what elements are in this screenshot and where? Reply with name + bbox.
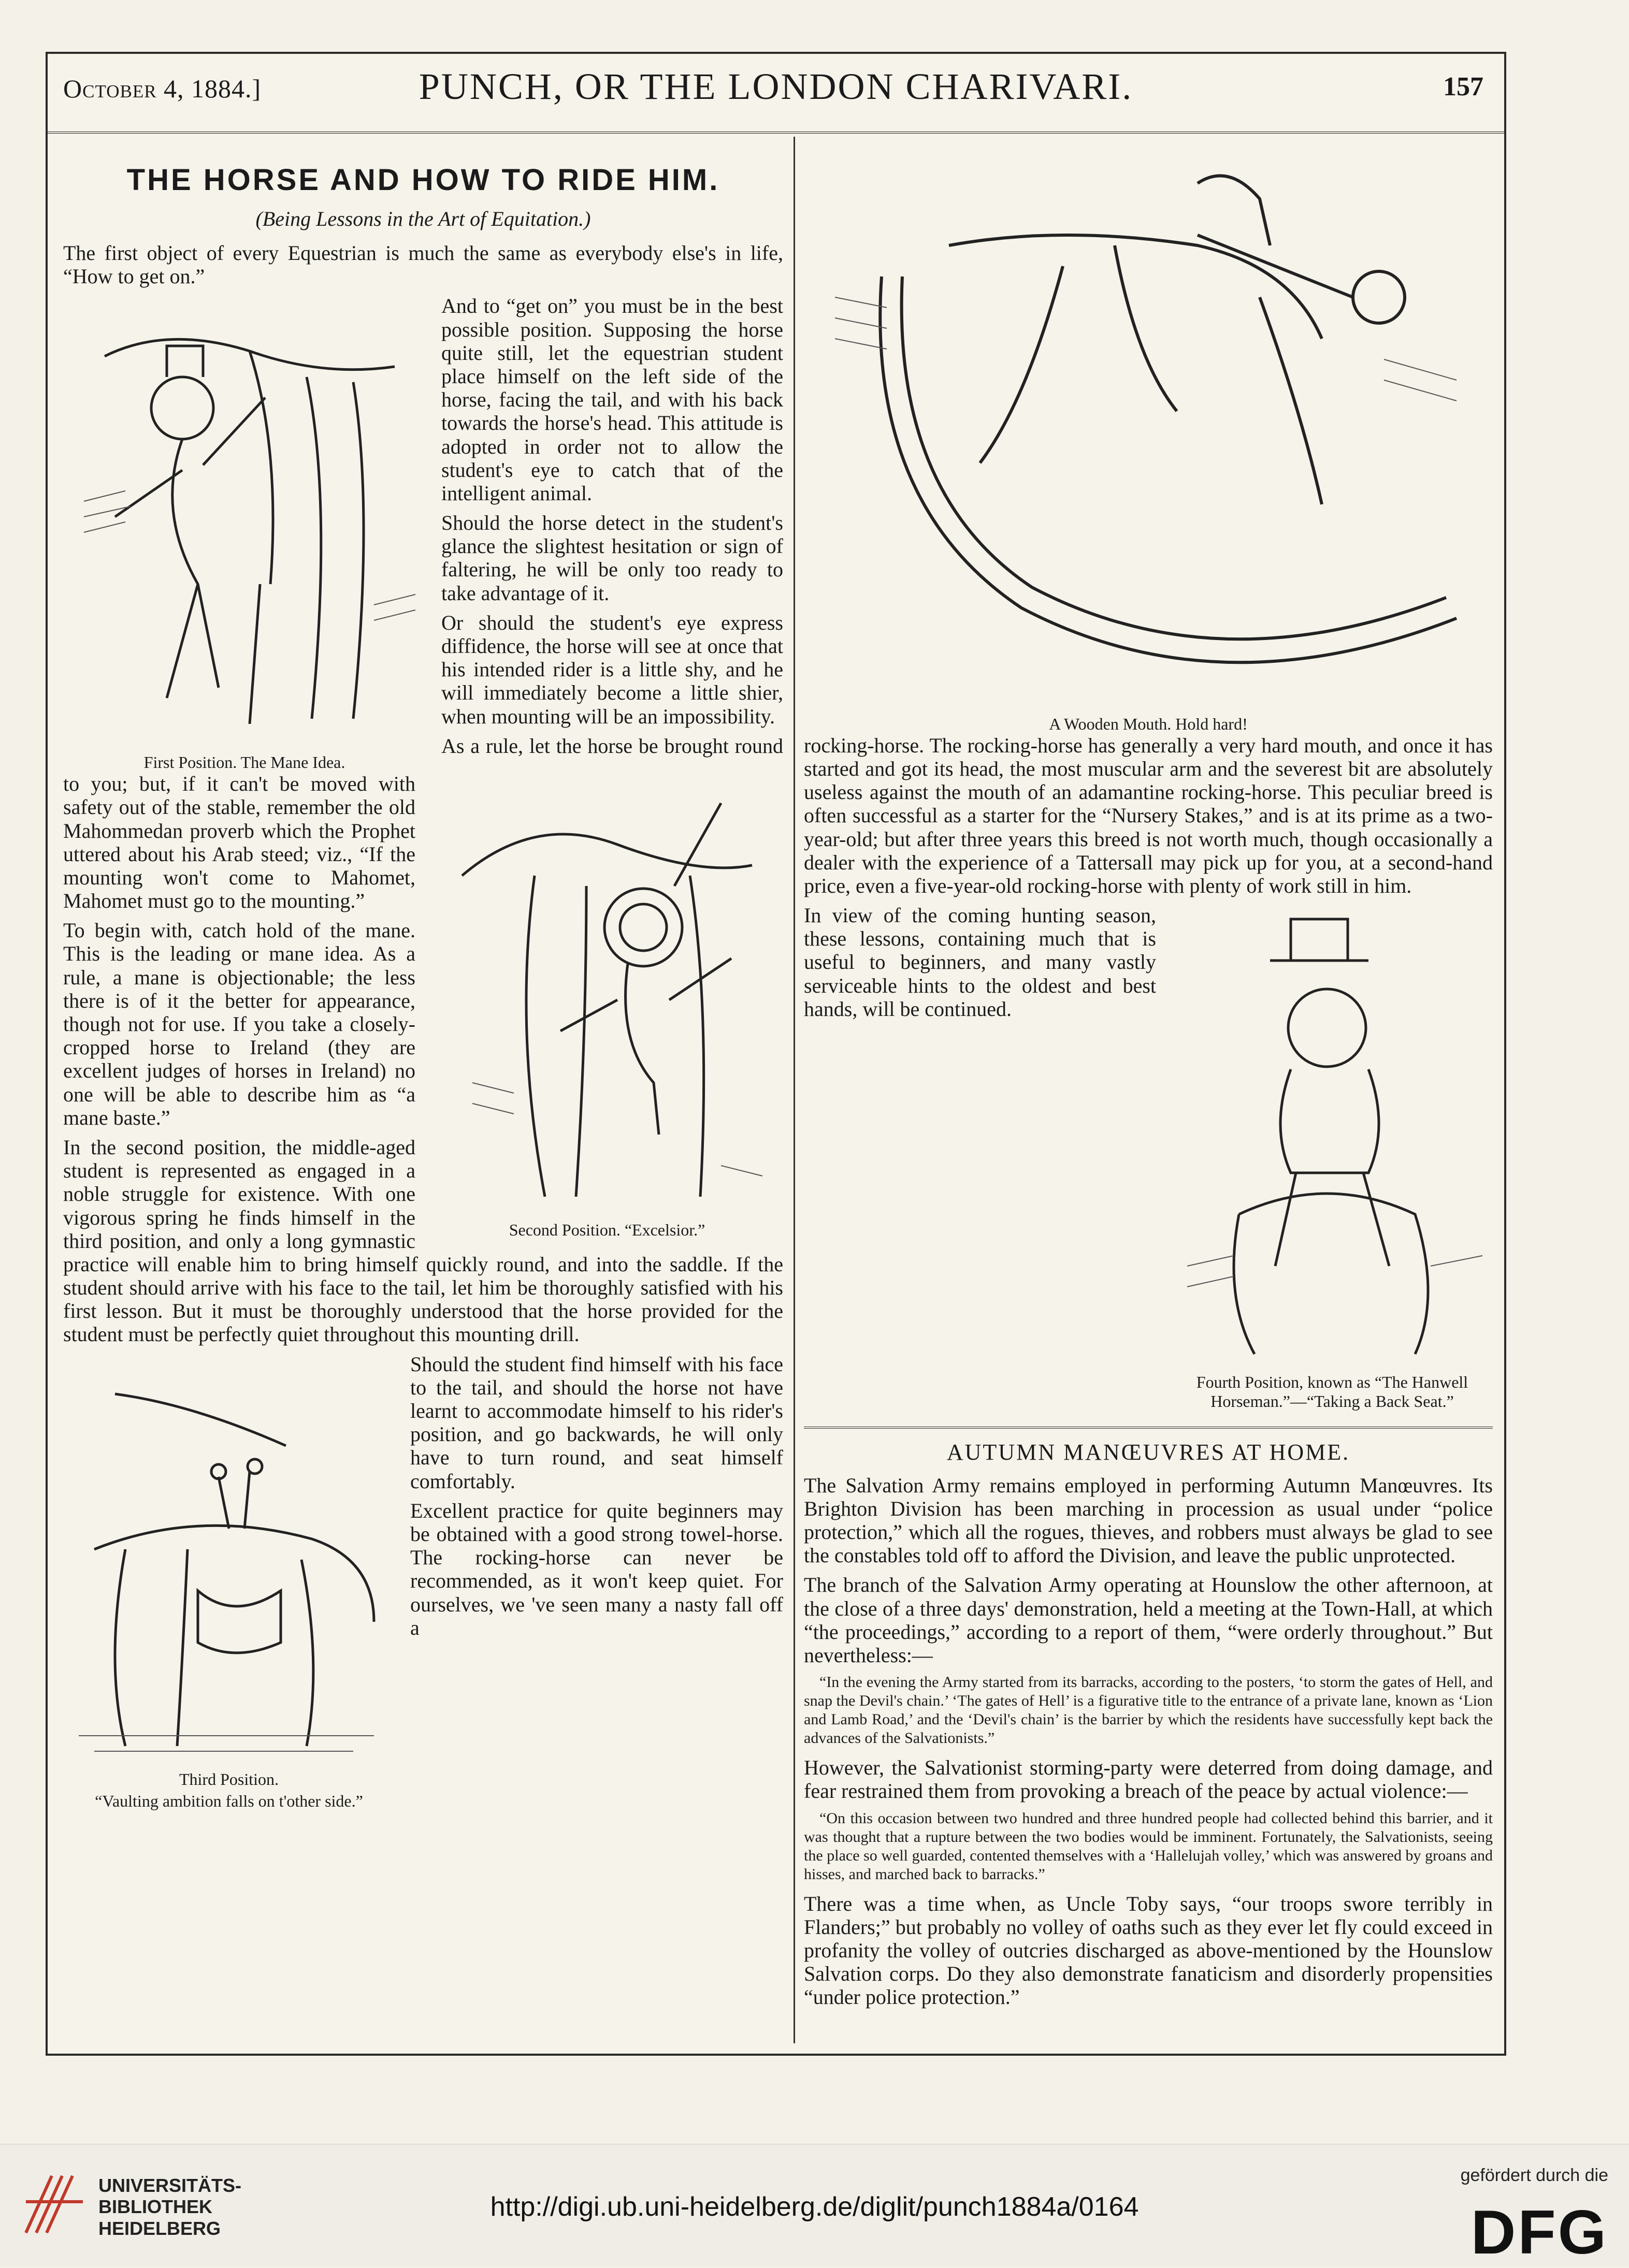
figure-caption: A Wooden Mouth. Hold hard!	[1049, 715, 1248, 733]
block-quote: “On this occasion between two hundred and three hundred people had collected behind this barrier, and it was thought that a rupture between the two bodies would be imminent. Fortunately, the Salvationists, seeing the place so well guarded, contented themselves with a ‘Hallelujah volley,’ which was answered by groans and hisses, and marched back to barracks.”	[804, 1809, 1493, 1883]
horse-excelsior-illustration-icon	[431, 772, 783, 1217]
page-header	[48, 54, 1504, 134]
article-paragraph: The branch of the Salvation Army operating at Hounslow the other afternoon, at the close of a three days' demonstration, held a meeting at the Town-Hall, at which “the proceedings,” according to a report of them, “were orderly throughout.” But nevertheless:—	[804, 1573, 1493, 1667]
article-paragraph: In the second position, the middle-aged student is represented as engaged in a noble struggle for existence. With one vigorous spring he finds himself in the third position, and only a long gymnastic practice will enable him to bring himself quickly round, and into the saddle. If the student should arrive with his face to the tail, let him be thoroughly satisfied with his first lesson. But it must be thoroughly understood that the horse provided for the student must be perfectly quiet throughout this mounting drill.	[63, 1135, 783, 1346]
article-title: AUTUMN MANŒUVRES AT HOME.	[804, 1427, 1493, 1465]
figure-caption: Third Position.	[179, 1769, 279, 1789]
article-paragraph: There was a time when, as Uncle Toby says, “our troops swore terribly in Flanders;” but probably no volley of oaths such as they ever let fly could exceed in profanity the volley of outcries discharged as above-mentioned by the Hounslow Salvation corps. Do they also demonstrate fanaticism and disorderly propensities “under police protection.”	[804, 1892, 1493, 2009]
block-quote: “In the evening the Army started from its barracks, according to the posters, ‘to storm the gates of Hell, and snap the Devil's chain.’ ‘The gates of Hell’ is a figurative title to the entrance of a private lane, known as ‘Lion and Lamb Road,’ and the ‘Devil's chain’ is the barrier by which the residents have successfully kept back the advances of the Salvationists.”	[804, 1674, 1493, 1747]
right-column	[804, 142, 1493, 2043]
column-divider	[794, 137, 795, 2043]
article-paragraph: To begin with, catch hold of the mane. This is the leading or mane idea. As a rule, a mane is objectionable; the less there is of it the better for appearance, though not for use. If you take a closely-cropped horse to Ireland (they are excellent judges of horses in Ireland) no one will be able to describe him as “a mane baste.”	[63, 919, 415, 1129]
hanwell-horseman-illustration-icon	[1172, 904, 1493, 1370]
figure-caption: Second Position. “Excelsior.”	[509, 1220, 705, 1240]
article-paragraph: As a rule, let the horse be brought round to you; but, if it can't be moved with safety out of the stable, remember the old Mahommedan proverb which the Prophet uttered about his Arab steed; viz., “If the mounting won't come to Mahomet, Mahomet must go to the mounting.”	[63, 734, 783, 913]
illustration-wooden-mouth	[804, 142, 1493, 734]
figure-caption: Fourth Position, known as “The Hanwell Horseman.”—“Taking a Back Seat.”	[1196, 1373, 1468, 1411]
article-paragraph: Should the student find himself with his face to the tail, and should the horse not have learnt to accommodate himself to his rider's position, and go backwards, he will only have to turn round, and seat himself comfortably.	[410, 1352, 783, 1493]
article-paragraph: Excellent practice for quite beginners may be obtained with a good strong towel-horse. The rocking-horse can never be recommended, as it won't keep quiet. For ourselves, we 've seen many a nasty fall off a	[410, 1499, 783, 1639]
permalink-url[interactable]: http://digi.ub.uni-heidelberg.de/diglit/punch1884a/0164	[490, 2192, 1139, 2222]
article-paragraph: rocking-horse. The rocking-horse has generally a very hard mouth, and once it has started and got its head, the most muscular arm and the severest bit are absolutely useless against the mouth of an adamantine rocking-horse. This peculiar breed is often successful as a starter for the “Nursery Stakes,” and is at its prime as a two-year-old; but after three years this breed is not worth much, though occasionally a dealer with the experience of a Tattersall may pick up for you, at a second-hand price, even a five-year-old rocking-horse with plenty of work still in him.	[804, 733, 1493, 897]
rocking-horse-illustration-icon	[804, 142, 1493, 711]
article-paragraph: However, the Salvationist storming-party were deterred from doing damage, and fear restrained them from provoking a breach of the peace by actual violence:—	[804, 1756, 1493, 1803]
article-paragraph: The first object of every Equestrian is much the same as everybody else's in life, “How to get on.”	[63, 241, 783, 288]
illustration-third-position	[63, 1353, 395, 1811]
article-subtitle: (Being Lessons in the Art of Equitation.)	[255, 207, 591, 230]
article-paragraph: And to “get on” you must be in the best possible position. Supposing the horse quite still, let the equestrian student place himself on the left side of the horse, facing the tail, and with his back towards the horse's head. This attitude is adopted in order not to allow the student's eye to catch that of the intelligent animal.	[441, 294, 783, 505]
article-paragraph: The Salvation Army remains employed in performing Autumn Manœuvres. Its Brighton Division has been marching in procession as usual under “police protection,” which all the rogues, thieves, and robbers must always be glad to see the constables told off to afford the Division, and leave the public unprotected.	[804, 1473, 1493, 1567]
newspaper-page	[46, 52, 1506, 2056]
publication-title: PUNCH, OR THE LONDON CHARIVARI.	[419, 66, 1133, 107]
library-name: UNIVERSITÄTS- BIBLIOTHEK HEIDELBERG	[98, 2175, 242, 2239]
figure-caption: First Position. The Mane Idea.	[143, 753, 345, 772]
article-paragraph: Or should the student's eye express diffidence, the horse will see at once that his intended rider is a little shy, and he will immediately become a little shier, when mounting will be an impossibility.	[441, 610, 783, 728]
page-number: 157	[1443, 72, 1483, 101]
dfg-logo: DFG	[1471, 2198, 1608, 2267]
digitization-footer	[0, 2144, 1629, 2267]
article-paragraph: In view of the coming hunting season, these lessons, containing much that is useful to beginners, and many vastly serviceable hints to the oldest and best hands, will be continued.	[804, 904, 1156, 1021]
issue-date: October 4, 1884.]	[63, 74, 262, 103]
funded-by-label: gefördert durch die	[1460, 2165, 1608, 2185]
figure-caption: “Vaulting ambition falls on t'other side.”	[95, 1792, 363, 1811]
left-column	[63, 142, 783, 2043]
illustration-second-position	[431, 772, 783, 1240]
illustration-fourth-position	[1172, 904, 1493, 1411]
illustration-first-position	[63, 294, 426, 772]
horse-mane-illustration-icon	[63, 294, 426, 750]
article-title: THE HORSE AND HOW TO RIDE HIM.	[126, 163, 720, 197]
horse-vaulting-illustration-icon	[63, 1353, 395, 1767]
article-paragraph: Should the horse detect in the student's glance the slightest hesitation or sign of faltering, he will be only too ready to take advantage of it.	[441, 511, 783, 605]
